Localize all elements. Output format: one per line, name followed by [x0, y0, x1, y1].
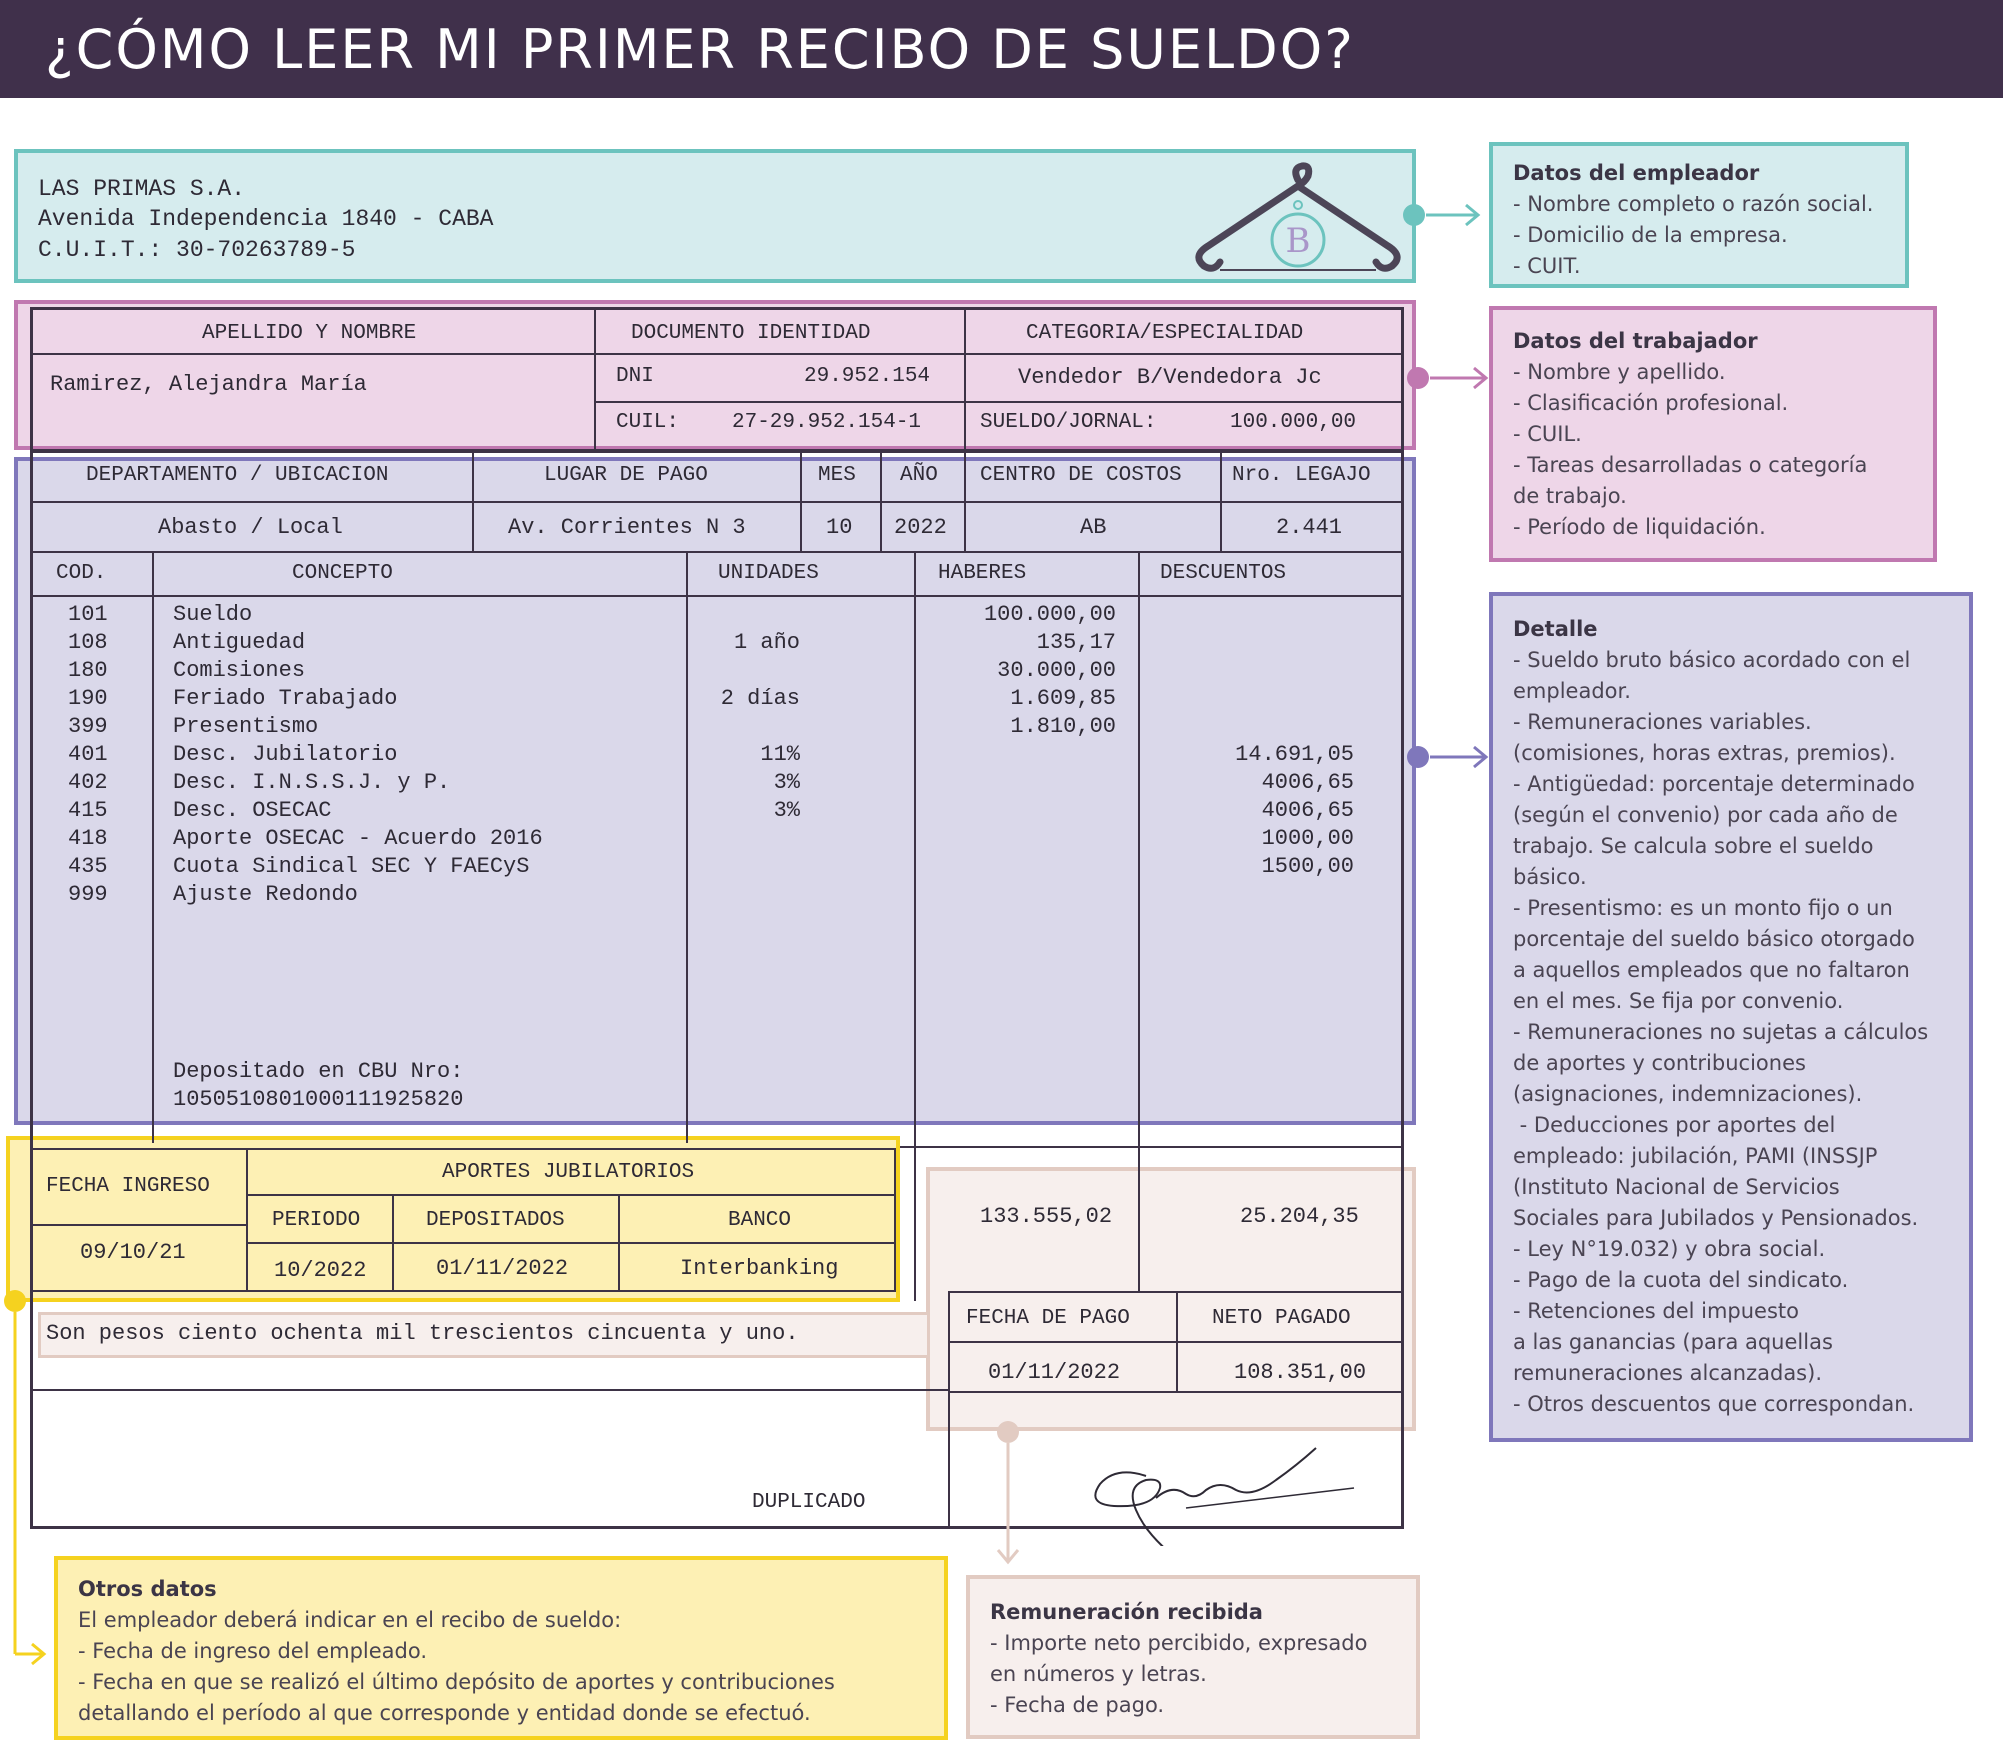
note-detail-title: Detalle: [1513, 617, 1598, 641]
row-concept: Antiguedad: [173, 630, 306, 655]
note-line: en el mes. Se fija por convenio.: [1513, 989, 1844, 1013]
table-row: [30, 658, 1404, 686]
note-line: empleador.: [1513, 679, 1631, 703]
row-concept: Feriado Trabajado: [173, 686, 398, 711]
row-cod: 401: [68, 742, 108, 767]
h-cost: CENTRO DE COSTOS: [980, 464, 1182, 487]
month-value: 10: [826, 515, 853, 540]
table-row: [30, 602, 1404, 630]
note-worker-title: Datos del trabajador: [1513, 329, 1758, 353]
note-line: remuneraciones alcanzadas).: [1513, 1361, 1822, 1385]
note-remuneracion: [966, 1575, 1420, 1739]
row-concept: Desc. OSECAC: [173, 798, 332, 823]
h-place: LUGAR DE PAGO: [544, 464, 708, 487]
note-worker: [1489, 306, 1937, 562]
row-desc: 4006,65: [1261, 798, 1354, 823]
worker-name: Ramirez, Alejandra María: [50, 372, 367, 397]
note-line: a aquellos empleados que no faltaron: [1513, 958, 1910, 982]
dept-value: Abasto / Local: [158, 515, 343, 540]
row-desc: 14.691,05: [1235, 742, 1354, 767]
note-line: - Ley N°19.032) y obra social.: [1513, 1237, 1826, 1261]
note-line: - Otros descuentos que correspondan.: [1513, 1392, 1915, 1416]
note-line: - Retenciones del impuesto: [1513, 1299, 1799, 1323]
note-line: empleado: jubilación, PAMI (INSSJP: [1513, 1144, 1878, 1168]
arrow-otros-icon: [0, 1286, 60, 1676]
h-fecha-pago: FECHA DE PAGO: [966, 1307, 1130, 1330]
row-concept: Sueldo: [173, 602, 253, 627]
note-otros: [54, 1556, 948, 1740]
table-row: [30, 686, 1404, 714]
row-desc: 4006,65: [1261, 770, 1354, 795]
note-line: - Importe neto percibido, expresado: [990, 1631, 1368, 1655]
year-value: 2022: [894, 515, 947, 540]
h-concept: CONCEPTO: [292, 562, 393, 585]
h-year: AÑO: [900, 464, 938, 487]
cell-h-concept: [152, 551, 688, 597]
deposit-cbu: 1050510801000111925820: [173, 1087, 464, 1112]
row-cod: 190: [68, 686, 108, 711]
row-cod: 180: [68, 658, 108, 683]
row-cod: 418: [68, 826, 108, 851]
note-line: - CUIL.: [1513, 422, 1582, 446]
signature: [1086, 1436, 1356, 1546]
row-cod: 108: [68, 630, 108, 655]
depositados-value: 01/11/2022: [436, 1256, 569, 1281]
cuil-value: 27-29.952.154-1: [732, 411, 922, 434]
dni-value: 29.952.154: [804, 365, 931, 388]
row-cod: 415: [68, 798, 108, 823]
note-line: de trabajo.: [1513, 484, 1627, 508]
dni-label: DNI: [616, 365, 654, 388]
fecha-pago-value: 01/11/2022: [988, 1360, 1121, 1385]
cuil-label: CUIL:: [616, 411, 680, 434]
arrow-remuneracion-icon: [990, 1418, 1026, 1568]
table-row: [30, 826, 1404, 854]
row-cod: 101: [68, 602, 108, 627]
note-line: - Fecha de ingreso del empleado.: [78, 1639, 428, 1663]
row-cod: 999: [68, 882, 108, 907]
h-legajo: Nro. LEGAJO: [1232, 464, 1371, 487]
note-line: - Sueldo bruto básico acordado con el: [1513, 648, 1911, 672]
h-month: MES: [818, 464, 856, 487]
h-periodo: PERIODO: [272, 1209, 361, 1232]
note-line: en números y letras.: [990, 1662, 1207, 1686]
note-line: Sociales para Jubilados y Pensionados.: [1513, 1206, 1919, 1230]
note-line: a las ganancias (para aquellas: [1513, 1330, 1833, 1354]
note-line: (comisiones, horas extras, premios).: [1513, 741, 1896, 765]
ingreso-value: 09/10/21: [80, 1240, 186, 1265]
note-line: - Fecha en que se realizó el último depósito de aportes y contribuciones: [78, 1670, 835, 1694]
row-concept: Desc. Jubilatorio: [173, 742, 398, 767]
row-concept: Presentismo: [173, 714, 319, 739]
row-haberes: 1.810,00: [1010, 714, 1116, 739]
row-concept: Cuota Sindical SEC Y FAECyS: [173, 854, 530, 879]
svg-text:B: B: [1285, 221, 1311, 261]
row-cod: 402: [68, 770, 108, 795]
table-row: [30, 770, 1404, 798]
place-value: Av. Corrientes N 3: [508, 515, 746, 540]
note-line: (Instituto Nacional de Servicios: [1513, 1175, 1840, 1199]
row-concept: Desc. I.N.S.S.J. y P.: [173, 770, 451, 795]
note-line: - CUIT.: [1513, 254, 1581, 278]
note-line: básico.: [1513, 865, 1587, 889]
salary-value: 100.000,00: [1230, 411, 1357, 434]
note-line: - Pago de la cuota del sindicato.: [1513, 1268, 1849, 1292]
note-detail: [1489, 592, 1973, 1442]
note-line: El empleador deberá indicar en el recibo de sueldo:: [78, 1608, 622, 1632]
arrow-worker-icon: [1400, 363, 1500, 393]
employer-cuit: C.U.I.T.: 30-70263789-5: [38, 237, 356, 263]
note-line: porcentaje del sueldo básico otorgado: [1513, 927, 1915, 951]
row-cod: 435: [68, 854, 108, 879]
note-line: (asignaciones, indemnizaciones).: [1513, 1082, 1863, 1106]
h-neto: NETO PAGADO: [1212, 1307, 1351, 1330]
category-value: Vendedor B/Vendedora Jc: [1018, 365, 1322, 390]
h-haberes: HABERES: [938, 562, 1027, 585]
row-units: 11%: [760, 742, 800, 767]
note-line: - Deducciones por aportes del: [1513, 1113, 1836, 1137]
h-cod: COD.: [56, 562, 107, 585]
h-units: UNIDADES: [718, 562, 819, 585]
employer-address: Avenida Independencia 1840 - CABA: [38, 206, 494, 232]
row-concept: Comisiones: [173, 658, 306, 683]
note-line: - Remuneraciones variables.: [1513, 710, 1812, 734]
note-line: - Clasificación profesional.: [1513, 391, 1789, 415]
h-banco: BANCO: [728, 1209, 792, 1232]
h-aportes: APORTES JUBILATORIOS: [442, 1161, 695, 1184]
note-line: - Remuneraciones no sujetas a cálculos: [1513, 1020, 1929, 1044]
employer-name: LAS PRIMAS S.A.: [38, 176, 246, 202]
row-line-totals: [900, 1146, 1404, 1148]
h-doc: DOCUMENTO IDENTIDAD: [631, 322, 871, 345]
table-row: [30, 798, 1404, 826]
note-line: - Período de liquidación.: [1513, 515, 1766, 539]
total-haberes: 133.555,02: [980, 1204, 1113, 1229]
page-title: ¿CÓMO LEER MI PRIMER RECIBO DE SUELDO?: [45, 18, 1355, 81]
note-line: - Nombre completo o razón social.: [1513, 192, 1874, 216]
note-line: de aportes y contribuciones: [1513, 1051, 1806, 1075]
table-row: [30, 854, 1404, 882]
row-haberes: 30.000,00: [997, 658, 1116, 683]
note-line: (según el convenio) por cada año de: [1513, 803, 1898, 827]
note-line: trabajo. Se calcula sobre el sueldo: [1513, 834, 1874, 858]
cost-value: AB: [1080, 515, 1107, 540]
row-concept: Ajuste Redondo: [173, 882, 358, 907]
note-line: - Presentismo: es un monto fijo o un: [1513, 896, 1893, 920]
cell-name: [30, 353, 596, 451]
banco-value: Interbanking: [680, 1256, 839, 1281]
row-units: 3%: [773, 770, 800, 795]
salary-label: SUELDO/JORNAL:: [980, 411, 1157, 434]
row-haberes: 135,17: [1036, 630, 1116, 655]
note-employer-title: Datos del empleador: [1513, 161, 1760, 185]
neto-value: 108.351,00: [1234, 1360, 1367, 1385]
row-desc: 1000,00: [1261, 826, 1354, 851]
table-row: [30, 630, 1404, 658]
note-line: - Antigüedad: porcentaje determinado: [1513, 772, 1915, 796]
h-desc: DESCUENTOS: [1160, 562, 1287, 585]
note-employer: [1489, 142, 1909, 288]
row-line-words: [30, 1389, 950, 1391]
row-units: 1 año: [733, 630, 800, 655]
note-line: - Fecha de pago.: [990, 1693, 1165, 1717]
note-line: detallando el período al que corresponde y entidad donde se efectuó.: [78, 1701, 811, 1725]
detail-rows: [30, 602, 1404, 907]
arrow-employer-icon: [1396, 200, 1496, 230]
note-line: - Tareas desarrolladas o categoría: [1513, 453, 1868, 477]
legajo-value: 2.441: [1276, 515, 1343, 540]
arrow-detail-icon: [1400, 742, 1500, 772]
row-units: 2 días: [720, 686, 800, 711]
note-line: - Nombre y apellido.: [1513, 360, 1726, 384]
table-row: [30, 714, 1404, 742]
row-units: 3%: [773, 798, 800, 823]
total-descuentos: 25.204,35: [1240, 1204, 1359, 1229]
periodo-value: 10/2022: [274, 1258, 367, 1283]
note-line: - Domicilio de la empresa.: [1513, 223, 1788, 247]
h-name: APELLIDO Y NOMBRE: [202, 322, 417, 345]
note-remuneracion-title: Remuneración recibida: [990, 1600, 1263, 1624]
row-haberes: 1.609,85: [1010, 686, 1116, 711]
note-otros-title: Otros datos: [78, 1577, 217, 1601]
h-dept: DEPARTAMENTO / UBICACION: [86, 464, 389, 487]
row-desc: 1500,00: [1261, 854, 1354, 879]
duplicado-label: DUPLICADO: [752, 1491, 866, 1514]
h-depositados: DEPOSITADOS: [426, 1209, 565, 1232]
amount-in-words: Son pesos ciento ochenta mil trescientos cincuenta y uno.: [46, 1321, 799, 1346]
hanger-logo: [1188, 160, 1408, 278]
row-cod: 399: [68, 714, 108, 739]
table-row: [30, 742, 1404, 770]
deposit-label: Depositado en CBU Nro:: [173, 1059, 464, 1084]
h-ingreso: FECHA INGRESO: [46, 1175, 210, 1198]
h-cat: CATEGORIA/ESPECIALIDAD: [1026, 322, 1304, 345]
row-haberes: 100.000,00: [983, 602, 1116, 627]
row-concept: Aporte OSECAC - Acuerdo 2016: [173, 826, 543, 851]
table-row: [30, 882, 1404, 910]
signature-divider: [948, 1391, 950, 1529]
